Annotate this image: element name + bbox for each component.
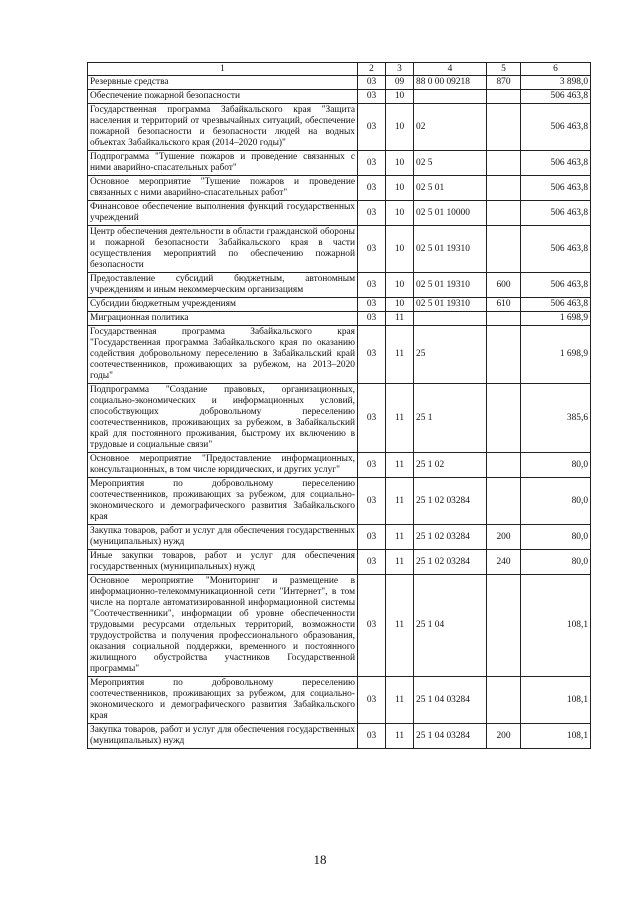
target-article-cell: 02 5 01	[414, 176, 487, 201]
column-header-name: 1	[88, 63, 358, 76]
item-name-cell: Центр обеспечения деятельности в области гражданской обороны и пожарной безопасности Забайкальского края в части осуществления мероприятий по обеспечению пожарной безопасности	[88, 226, 358, 273]
expense-type-cell	[487, 90, 521, 104]
expense-type-cell: 870	[487, 76, 521, 90]
column-header-subsection: 3	[386, 63, 414, 76]
column-header-amount: 6	[521, 63, 591, 76]
table-row	[88, 677, 591, 724]
subsection-code-cell: 10	[386, 298, 414, 312]
amount-cell: 80,0	[521, 478, 591, 525]
item-name-cell: Предоставление субсидий бюджетным, автономным учреждениям и иным некоммерческим организациям	[88, 273, 358, 298]
table-row	[88, 273, 591, 298]
table-row	[88, 478, 591, 525]
item-name-cell: Подпрограмма "Тушение пожаров и проведение связанных с ними аварийно-спасательных работ"	[88, 151, 358, 176]
amount-cell: 385,6	[521, 384, 591, 453]
amount-cell: 108,1	[521, 724, 591, 749]
amount-cell: 80,0	[521, 453, 591, 478]
section-code-cell: 03	[358, 478, 386, 525]
item-name-cell: Иные закупки товаров, работ и услуг для обеспечения государственных (муниципальных) нужд	[88, 550, 358, 575]
table-header	[88, 63, 591, 76]
section-code-cell: 03	[358, 104, 386, 151]
table-row	[88, 76, 591, 90]
expense-type-cell	[487, 176, 521, 201]
subsection-code-cell: 11	[386, 453, 414, 478]
table-row	[88, 525, 591, 550]
column-header-expense-type: 5	[487, 63, 521, 76]
item-name-cell: Резервные средства	[88, 76, 358, 90]
amount-cell: 506 463,8	[521, 176, 591, 201]
amount-cell: 506 463,8	[521, 151, 591, 176]
target-article-cell: 88 0 00 09218	[414, 76, 487, 90]
subsection-code-cell: 10	[386, 226, 414, 273]
target-article-cell: 25	[414, 326, 487, 384]
subsection-code-cell: 10	[386, 273, 414, 298]
expense-type-cell: 610	[487, 298, 521, 312]
amount-cell: 80,0	[521, 525, 591, 550]
item-name-cell: Основное мероприятие "Мониторинг и размещение в информационно-телекоммуникационной сети "Интернет", в том числе на портале автоматизированной информационной системы "Соотечественники", информации об уровне обеспеченности трудовыми ресурсами отдельных территорий, возможности трудоустройства и получения профессионального образования, оказания социальной поддержки, временного и постоянного жилищного обустройства участников Государственной программы"	[88, 575, 358, 677]
expense-type-cell	[487, 677, 521, 724]
section-code-cell: 03	[358, 226, 386, 273]
expense-type-cell	[487, 384, 521, 453]
table-row	[88, 384, 591, 453]
item-name-cell: Закупка товаров, работ и услуг для обеспечения государственных (муниципальных) нужд	[88, 724, 358, 749]
expense-type-cell	[487, 201, 521, 226]
table-row	[88, 312, 591, 326]
table-row	[88, 90, 591, 104]
target-article-cell: 25 1 02 03284	[414, 550, 487, 575]
subsection-code-cell: 10	[386, 201, 414, 226]
target-article-cell: 25 1 02 03284	[414, 525, 487, 550]
target-article-cell: 25 1 04 03284	[414, 724, 487, 749]
subsection-code-cell: 11	[386, 478, 414, 525]
subsection-code-cell: 11	[386, 326, 414, 384]
section-code-cell: 03	[358, 273, 386, 298]
section-code-cell: 03	[358, 312, 386, 326]
subsection-code-cell: 11	[386, 550, 414, 575]
subsection-code-cell: 11	[386, 525, 414, 550]
table-row	[88, 575, 591, 677]
target-article-cell: 02 5 01 19310	[414, 298, 487, 312]
subsection-code-cell: 11	[386, 575, 414, 677]
page-number: 18	[313, 852, 327, 867]
expense-type-cell: 200	[487, 525, 521, 550]
item-name-cell: Обеспечение пожарной безопасности	[88, 90, 358, 104]
amount-cell: 1 698,9	[521, 312, 591, 326]
amount-cell: 80,0	[521, 550, 591, 575]
table-row	[88, 724, 591, 749]
table-row	[88, 226, 591, 273]
item-name-cell: Закупка товаров, работ и услуг для обеспечения государственных (муниципальных) нужд	[88, 525, 358, 550]
section-code-cell: 03	[358, 384, 386, 453]
target-article-cell: 25 1	[414, 384, 487, 453]
target-article-cell	[414, 90, 487, 104]
section-code-cell: 03	[358, 677, 386, 724]
amount-cell: 108,1	[521, 575, 591, 677]
expense-type-cell	[487, 312, 521, 326]
subsection-code-cell: 11	[386, 312, 414, 326]
target-article-cell	[414, 312, 487, 326]
section-code-cell: 03	[358, 326, 386, 384]
section-code-cell: 03	[358, 151, 386, 176]
amount-cell: 506 463,8	[521, 298, 591, 312]
section-code-cell: 03	[358, 575, 386, 677]
subsection-code-cell: 10	[386, 90, 414, 104]
section-code-cell: 03	[358, 550, 386, 575]
column-header-section: 2	[358, 63, 386, 76]
expense-type-cell	[487, 226, 521, 273]
subsection-code-cell: 10	[386, 176, 414, 201]
expense-type-cell	[487, 326, 521, 384]
amount-cell: 506 463,8	[521, 201, 591, 226]
item-name-cell: Миграционная политика	[88, 312, 358, 326]
table-row	[88, 550, 591, 575]
item-name-cell: Финансовое обеспечение выполнения функций государственных учреждений	[88, 201, 358, 226]
expense-type-cell	[487, 453, 521, 478]
target-article-cell: 02	[414, 104, 487, 151]
target-article-cell: 02 5 01 10000	[414, 201, 487, 226]
expense-type-cell: 200	[487, 724, 521, 749]
expense-type-cell	[487, 575, 521, 677]
item-name-cell: Основное мероприятие "Предоставление информационных, консультационных, в том числе юридических, и других услуг"	[88, 453, 358, 478]
table-row	[88, 104, 591, 151]
budget-table	[87, 62, 591, 749]
item-name-cell: Субсидии бюджетным учреждениям	[88, 298, 358, 312]
amount-cell: 1 698,9	[521, 326, 591, 384]
section-code-cell: 03	[358, 76, 386, 90]
table-row	[88, 326, 591, 384]
subsection-code-cell: 11	[386, 384, 414, 453]
table-row	[88, 176, 591, 201]
subsection-code-cell: 10	[386, 104, 414, 151]
amount-cell: 506 463,8	[521, 226, 591, 273]
section-code-cell: 03	[358, 176, 386, 201]
target-article-cell: 25 1 04 03284	[414, 677, 487, 724]
subsection-code-cell: 09	[386, 76, 414, 90]
amount-cell: 108,1	[521, 677, 591, 724]
subsection-code-cell: 11	[386, 677, 414, 724]
expense-type-cell	[487, 478, 521, 525]
subsection-code-cell: 10	[386, 151, 414, 176]
section-code-cell: 03	[358, 298, 386, 312]
subsection-code-cell: 11	[386, 724, 414, 749]
target-article-cell: 25 1 02	[414, 453, 487, 478]
expense-type-cell	[487, 151, 521, 176]
amount-cell: 3 898,0	[521, 76, 591, 90]
item-name-cell: Подпрограмма "Создание правовых, организационных, социально-экономических и информационных условий, способствующих добровольному переселению соотечественников, проживающих за рубежом, в Забайкальский край для постоянного проживания, быстрому их включению в трудовые и социальные связи"	[88, 384, 358, 453]
header-row	[88, 63, 591, 76]
table-row	[88, 201, 591, 226]
table-row	[88, 298, 591, 312]
item-name-cell: Государственная программа Забайкальского края "Защита населения и территорий от чрезвычайных ситуаций, обеспечение пожарной безопасности и безопасности людей на водных объектах Забайкальского края (2014–2020 годы)"	[88, 104, 358, 151]
expense-type-cell: 240	[487, 550, 521, 575]
item-name-cell: Государственная программа Забайкальского края "Государственная программа Забайкальского края по оказанию содействия добровольному переселению в Забайкальский край соотечественников, проживающих за рубежом, на 2013–2020 годы"	[88, 326, 358, 384]
target-article-cell: 02 5	[414, 151, 487, 176]
amount-cell: 506 463,8	[521, 104, 591, 151]
section-code-cell: 03	[358, 90, 386, 104]
table-body	[88, 76, 591, 749]
expense-type-cell	[487, 104, 521, 151]
table-row	[88, 453, 591, 478]
target-article-cell: 02 5 01 19310	[414, 273, 487, 298]
expense-type-cell: 600	[487, 273, 521, 298]
section-code-cell: 03	[358, 201, 386, 226]
target-article-cell: 25 1 04	[414, 575, 487, 677]
item-name-cell: Мероприятия по добровольному переселению соотечественников, проживающих за рубежом, для социально-экономического и демографического развития Забайкальского края	[88, 677, 358, 724]
amount-cell: 506 463,8	[521, 273, 591, 298]
target-article-cell: 25 1 02 03284	[414, 478, 487, 525]
section-code-cell: 03	[358, 525, 386, 550]
item-name-cell: Основное мероприятие "Тушение пожаров и проведение связанных с ними аварийно-спасательных работ"	[88, 176, 358, 201]
item-name-cell: Мероприятия по добровольному переселению соотечественников, проживающих за рубежом, для социально-экономического и демографического развития Забайкальского края	[88, 478, 358, 525]
section-code-cell: 03	[358, 724, 386, 749]
target-article-cell: 02 5 01 19310	[414, 226, 487, 273]
table-row	[88, 151, 591, 176]
column-header-target-article: 4	[414, 63, 487, 76]
amount-cell: 506 463,8	[521, 90, 591, 104]
section-code-cell: 03	[358, 453, 386, 478]
